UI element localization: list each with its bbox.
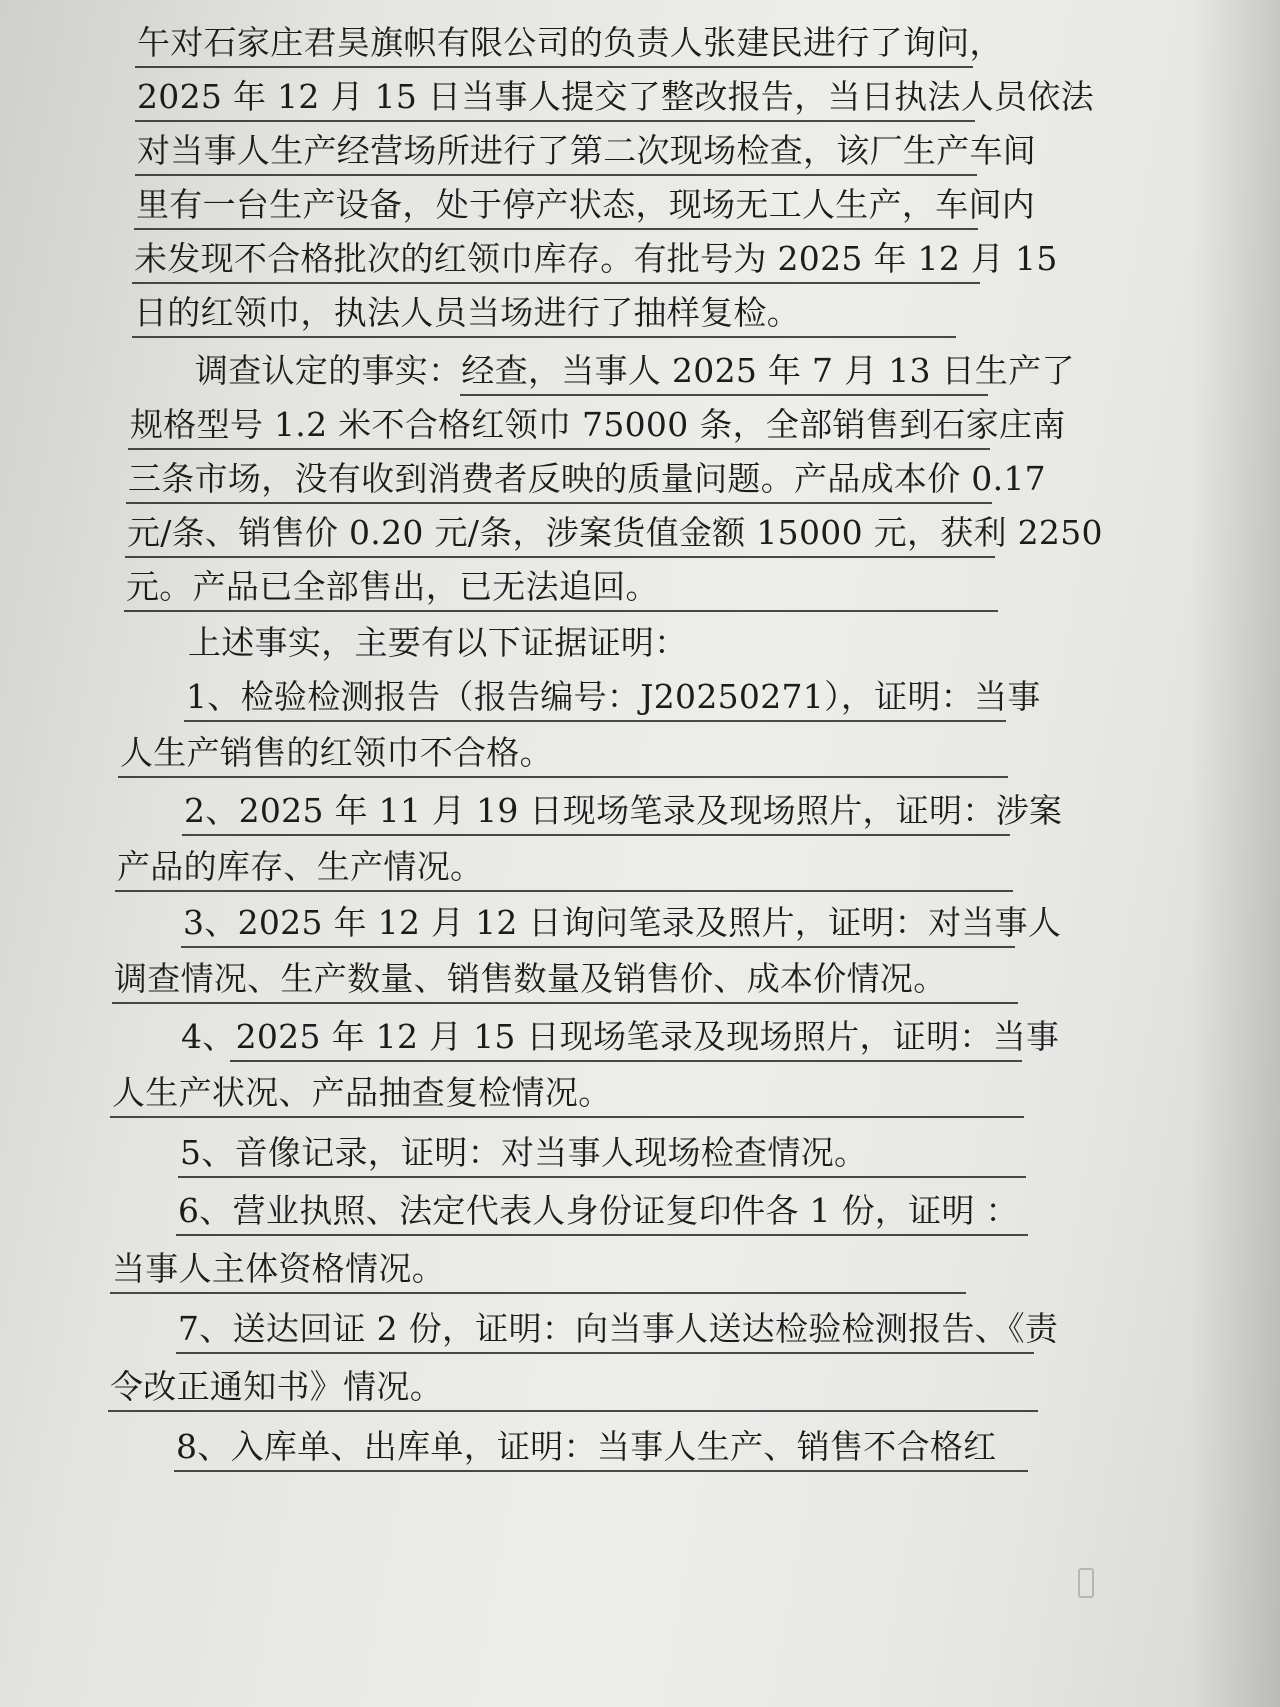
text-line: 规格型号 1.2 米不合格红领巾 75000 条，全部销售到石家庄南 — [130, 405, 1066, 444]
text-line: 对当事人生产经营场所进行了第二次现场检查，该厂生产车间 — [137, 131, 1037, 170]
text-line: 未发现不合格批次的红领巾库存。有批号为 2025 年 12 月 15 — [134, 239, 1058, 278]
underline — [115, 890, 1013, 892]
underline — [112, 1002, 1018, 1004]
underline — [110, 1292, 966, 1294]
underline — [132, 282, 980, 284]
text-line: 3、2025 年 12 月 12 日询问笔录及照片，证明：对当事人 — [183, 903, 1062, 942]
text-line: 5、音像记录，证明：对当事人现场检查情况。 — [180, 1133, 868, 1172]
underline — [125, 556, 995, 558]
text-line: 里有一台生产设备，处于停产状态，现场无工人生产，车间内 — [136, 185, 1036, 224]
text-line: 三条市场，没有收到消费者反映的质量问题。产品成本价 0.17 — [128, 459, 1046, 498]
text-line: 日的红领巾，执法人员当场进行了抽样复检。 — [134, 293, 800, 332]
paper-mark — [1078, 1568, 1094, 1598]
page-shadow — [1190, 0, 1280, 1707]
underline — [132, 336, 956, 338]
underline — [176, 1234, 1028, 1236]
text-line: 8、入库单、出库单，证明：当事人生产、销售不合格红 — [176, 1427, 997, 1466]
underline — [230, 1060, 1022, 1062]
underline — [124, 610, 998, 612]
text-line: 午对石家庄君昊旗帜有限公司的负责人张建民进行了询问， — [137, 23, 1003, 62]
underline — [134, 228, 978, 230]
underline — [460, 394, 988, 396]
underline — [108, 1410, 1038, 1412]
underline — [174, 1470, 1028, 1472]
text-line: 产品的库存、生产情况。 — [117, 847, 484, 886]
text-line: 元/条、销售价 0.20 元/条，涉案货值金额 15000 元，获利 2250 — [127, 513, 1103, 552]
underline — [118, 776, 1008, 778]
text-line: 2025 年 12 月 15 日当事人提交了整改报告，当日执法人员依法 — [137, 77, 1094, 116]
text-line: 2、2025 年 11 月 19 日现场笔录及现场照片，证明：涉案 — [184, 791, 1063, 830]
text-line: 元。产品已全部售出，已无法追回。 — [126, 567, 659, 606]
underline — [176, 1352, 1034, 1354]
underline — [135, 174, 977, 176]
text-line: 上述事实，主要有以下证据证明： — [188, 623, 688, 662]
underline — [126, 502, 992, 504]
text-line: 人生产销售的红领巾不合格。 — [120, 733, 553, 772]
underline — [135, 66, 973, 68]
text-line: 6、营业执照、法定代表人身份证复印件各 1 份，证明 ： — [178, 1191, 1019, 1230]
underline — [181, 946, 1015, 948]
text-line: 1、检验检测报告（报告编号：J20250271），证明：当事 — [186, 677, 1041, 716]
text-line: 当事人主体资格情况。 — [112, 1249, 445, 1288]
text-line: 4、2025 年 12 月 15 日现场笔录及现场照片，证明：当事 — [181, 1017, 1060, 1056]
text-line: 令改正通知书》情况。 — [110, 1367, 443, 1406]
underline — [182, 834, 1010, 836]
underline — [178, 1176, 1026, 1178]
underline — [135, 120, 975, 122]
text-line: 调查认定的事实：经查，当事人 2025 年 7 月 13 日生产了 — [195, 351, 1075, 390]
text-line: 7、送达回证 2 份，证明：向当事人送达检验检测报告、《责 — [178, 1309, 1059, 1348]
text-line: 调查情况、生产数量、销售数量及销售价、成本价情况。 — [114, 959, 947, 998]
underline — [184, 720, 1006, 722]
underline — [128, 448, 990, 450]
underline — [110, 1116, 1024, 1118]
text-line: 人生产状况、产品抽查复检情况。 — [112, 1073, 612, 1112]
